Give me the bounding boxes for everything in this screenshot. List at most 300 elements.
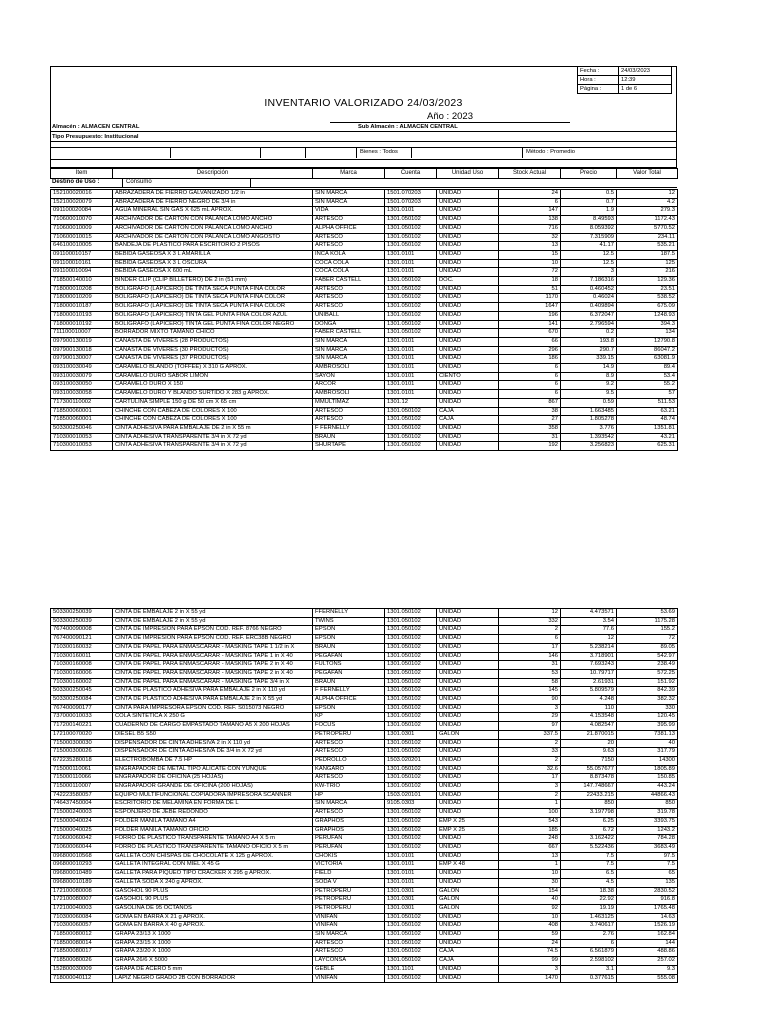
cell-valor: 4.2: [617, 198, 678, 207]
cell-precio: 22.92: [561, 896, 617, 905]
cell-cuenta: 1301.050102: [385, 843, 437, 852]
cell-valor: 55.2: [617, 381, 678, 390]
cell-precio: 110: [561, 704, 617, 713]
table-row: [51, 939, 678, 948]
cell-marca: PETROPERU: [313, 730, 385, 739]
cell-valor: 135: [617, 878, 678, 887]
cell-item: 503300250045: [51, 687, 113, 696]
cell-cuenta: 1301.050102: [385, 617, 437, 626]
cell-cuenta: 1301.050102: [385, 713, 437, 722]
cell-valor: 1175.28: [617, 617, 678, 626]
table-row: [51, 913, 678, 922]
cell-valor: 65: [617, 870, 678, 879]
cell-unidad: UNIDAD: [437, 722, 499, 731]
cell-item: 093100030049: [51, 364, 113, 373]
cell-precio: 2.61931: [561, 678, 617, 687]
cell-item: 710300160006: [51, 669, 113, 678]
cell-marca: SHURTAPE: [313, 442, 385, 451]
cell-marca: VINIFAN: [313, 974, 385, 983]
cell-stock: 248: [499, 835, 561, 844]
cell-stock: 141: [499, 320, 561, 329]
cell-valor: 2830.52: [617, 887, 678, 896]
cell-unidad: UNIDAD: [437, 939, 499, 948]
destino-value: Consumo: [126, 179, 152, 185]
cell-unidad: UNIDAD: [437, 922, 499, 931]
cell-marca: PETROPERU: [313, 904, 385, 913]
hora-value: 12:39: [619, 76, 672, 85]
cell-descripcion: CINTA ADHESIVA PARA EMBALAJE DE 2 in X 55 m: [113, 424, 313, 433]
cell-stock: 6: [499, 635, 561, 644]
cell-unidad: UNIDAD: [437, 320, 499, 329]
cell-valor: 1765.48: [617, 904, 678, 913]
cell-marca: FULTONS: [313, 661, 385, 670]
cell-precio: 3.776: [561, 424, 617, 433]
cell-item: 091100010094: [51, 268, 113, 277]
cell-descripcion: FORRO DE PLASTICO TRANSPARENTE TAMAÑO OFICIO X 5 m: [113, 843, 313, 852]
cell-precio: 193.8: [561, 337, 617, 346]
cell-cuenta: 1301.0101: [385, 870, 437, 879]
cell-marca: ARTESCO: [313, 416, 385, 425]
cell-valor: 187.5: [617, 250, 678, 259]
cell-marca: ARTESCO: [313, 739, 385, 748]
cell-valor: 555.08: [617, 974, 678, 983]
table-row: [51, 381, 678, 390]
cell-valor: 625.31: [617, 442, 678, 451]
cell-unidad: UNIDAD: [437, 713, 499, 722]
cell-item: 096800010293: [51, 861, 113, 870]
table-row: [51, 398, 678, 407]
cell-stock: 90: [499, 696, 561, 705]
cell-cuenta: 1301.050102: [385, 678, 437, 687]
cell-unidad: UNIDAD: [437, 704, 499, 713]
cell-precio: 14.9: [561, 364, 617, 373]
cell-stock: 17: [499, 643, 561, 652]
cell-item: 767400090177: [51, 704, 113, 713]
cell-stock: 33: [499, 748, 561, 757]
table-row: [51, 817, 678, 826]
cell-unidad: UNIDAD: [437, 329, 499, 338]
cell-precio: 6.561879: [561, 948, 617, 957]
cell-stock: 6: [499, 372, 561, 381]
cell-cuenta: 1301.12: [385, 398, 437, 407]
cell-cuenta: 1301.050102: [385, 939, 437, 948]
cell-unidad: UNIDAD: [437, 390, 499, 399]
cell-precio: 3.718901: [561, 652, 617, 661]
cell-item: 672235280018: [51, 756, 113, 765]
cell-unidad: UNIDAD: [437, 800, 499, 809]
cell-cuenta: 1301.050102: [385, 835, 437, 844]
cell-valor: 317.79: [617, 748, 678, 757]
cell-valor: 125: [617, 259, 678, 268]
table-row: [51, 268, 678, 277]
cell-descripcion: BOLIGRAFO (LAPICERO) DE TINTA SECA PUNTA FINA COLOR: [113, 303, 313, 312]
cell-descripcion: FOLDER MANILA TAMAÑO A4: [113, 817, 313, 826]
cell-valor: 5770.52: [617, 224, 678, 233]
cell-descripcion: GRAPA DE ACERO 5 mm: [113, 965, 313, 974]
cell-descripcion: CHINCHE CON CABEZA DE COLORES X 100: [113, 416, 313, 425]
cell-marca: SODA V: [313, 878, 385, 887]
cell-precio: 9.5: [561, 390, 617, 399]
cell-descripcion: GOMA EN BARRA X 40 g APROX.: [113, 922, 313, 931]
cell-marca: PERUFAN: [313, 835, 385, 844]
cell-item: 718000010187: [51, 303, 113, 312]
cell-stock: 6: [499, 364, 561, 373]
cell-descripcion: CARAMELO BLANDO (TOFFEE) X 310 G APROX.: [113, 364, 313, 373]
cell-unidad: UNIDAD: [437, 687, 499, 696]
cell-stock: 2: [499, 626, 561, 635]
cell-valor: 89.4: [617, 364, 678, 373]
cell-cuenta: 1301.050102: [385, 224, 437, 233]
cell-descripcion: CANASTA DE VIVERES (28 PRODUCTOS): [113, 337, 313, 346]
col-cuenta: Cuenta: [385, 169, 437, 179]
table-row: [51, 931, 678, 940]
cell-valor: 572.25: [617, 669, 678, 678]
cell-cuenta: 1301.050102: [385, 748, 437, 757]
cell-item: 172100080007: [51, 896, 113, 905]
cell-precio: 3.740617: [561, 922, 617, 931]
cell-descripcion: CINTA DE PAPEL PARA ENMASCARAR - MASKING TAPE 1 in X 40: [113, 652, 313, 661]
cell-cuenta: 1301.0101: [385, 852, 437, 861]
cell-stock: 145: [499, 687, 561, 696]
cell-unidad: UNIDAD: [437, 774, 499, 783]
cell-valor: 44866.43: [617, 791, 678, 800]
table-row: [51, 696, 678, 705]
cell-precio: 850: [561, 800, 617, 809]
cell-stock: 358: [499, 424, 561, 433]
cell-valor: 12790.8: [617, 337, 678, 346]
table-row: [51, 661, 678, 670]
cell-marca: SIN MARCA: [313, 190, 385, 199]
cell-precio: 0.59: [561, 398, 617, 407]
cell-stock: 1470: [499, 974, 561, 983]
cell-descripcion: GOMA EN BARRA X 21 g APROX.: [113, 913, 313, 922]
table-row: [51, 626, 678, 635]
cell-unidad: UNIDAD: [437, 635, 499, 644]
table-row: [51, 843, 678, 852]
cell-stock: 670: [499, 329, 561, 338]
cell-marca: ARTESCO: [313, 407, 385, 416]
cell-precio: 18.38: [561, 887, 617, 896]
cell-stock: 1: [499, 800, 561, 809]
cell-valor: 216: [617, 268, 678, 277]
cell-unidad: CAJA: [437, 957, 499, 966]
cell-descripcion: AGUA MINERAL SIN GAS X 625 mL APROX.: [113, 207, 313, 216]
cell-cuenta: 1301.050102: [385, 696, 437, 705]
cell-cuenta: 1301.0101: [385, 878, 437, 887]
cell-item: 715000110007: [51, 783, 113, 792]
cell-item: 767400090008: [51, 626, 113, 635]
cell-unidad: UNIDAD: [437, 756, 499, 765]
cell-item: 710300010053: [51, 433, 113, 442]
col-descripcion: Descripción: [113, 169, 313, 179]
cell-precio: 4.248: [561, 696, 617, 705]
cell-valor: 330: [617, 704, 678, 713]
cell-stock: 2: [499, 756, 561, 765]
cell-valor: 1526.19: [617, 922, 678, 931]
cell-cuenta: 1301.0101: [385, 337, 437, 346]
cell-cuenta: 1301.050102: [385, 687, 437, 696]
table-row: [51, 372, 678, 381]
cell-stock: 3: [499, 783, 561, 792]
cell-unidad: UNIDAD: [437, 242, 499, 251]
cell-descripcion: COLA SINTETICA X 250 G: [113, 713, 313, 722]
cell-valor: 784.28: [617, 835, 678, 844]
cell-cuenta: 1503.020101: [385, 791, 437, 800]
cell-stock: 6: [499, 381, 561, 390]
cell-item: 767400090121: [51, 635, 113, 644]
cell-marca: PEGAFAN: [313, 652, 385, 661]
col-unidad: Unidad Uso: [437, 169, 499, 179]
cell-cuenta: 1301.0101: [385, 268, 437, 277]
cell-precio: 2.796594: [561, 320, 617, 329]
cell-cuenta: 9105.0303: [385, 800, 437, 809]
cell-unidad: UNIDAD: [437, 294, 499, 303]
cell-valor: 3683.49: [617, 843, 678, 852]
cell-valor: 86047.2: [617, 346, 678, 355]
cell-item: 091100010157: [51, 250, 113, 259]
cell-precio: 0.5: [561, 190, 617, 199]
cell-precio: 3.1: [561, 965, 617, 974]
cell-stock: 543: [499, 817, 561, 826]
cell-valor: 72: [617, 635, 678, 644]
cell-unidad: UNIDAD: [437, 224, 499, 233]
cell-descripcion: CUADERNO DE CARGO EMPASTADO TAMAÑO A5 X 200 HOJAS: [113, 722, 313, 731]
cell-descripcion: CARAMELO DURO X 150: [113, 381, 313, 390]
cell-cuenta: 1301.050102: [385, 416, 437, 425]
cell-descripcion: BORRADOR MIXTO TAMAÑO CHICO: [113, 329, 313, 338]
table-row: [51, 311, 678, 320]
cell-marca: FABER CASTELL: [313, 329, 385, 338]
cell-valor: 257.02: [617, 957, 678, 966]
table-row: [51, 652, 678, 661]
cell-valor: 850: [617, 800, 678, 809]
cell-cuenta: 1301.050102: [385, 329, 437, 338]
cell-descripcion: CARAMELO DURO Y BLANDO SURTIDO X 283 g APROX.: [113, 390, 313, 399]
cell-precio: 0.7: [561, 198, 617, 207]
cell-stock: 32: [499, 233, 561, 242]
cell-cuenta: 1301.050102: [385, 739, 437, 748]
cell-cuenta: 1301.050102: [385, 424, 437, 433]
cell-cuenta: 1301.050102: [385, 320, 437, 329]
cell-cuenta: 1301.0101: [385, 861, 437, 870]
cell-item: 715000040024: [51, 817, 113, 826]
table-row: [51, 329, 678, 338]
cell-item: 097900130018: [51, 346, 113, 355]
cell-item: 097900130019: [51, 337, 113, 346]
cell-marca: TWINS: [313, 617, 385, 626]
cell-item: 718500080026: [51, 957, 113, 966]
cell-descripcion: DISPENSADOR DE CINTA ADHESIVA 2 in X 110 yd: [113, 739, 313, 748]
cell-valor: 279.3: [617, 207, 678, 216]
cell-unidad: UNIDAD: [437, 765, 499, 774]
table-row: [51, 974, 678, 983]
cell-item: 718500080017: [51, 948, 113, 957]
cell-cuenta: 1301.050102: [385, 974, 437, 983]
table-row: [51, 722, 678, 731]
cell-descripcion: ELECTROBOMBA DE 7.5 HP: [113, 756, 313, 765]
cell-cuenta: 1301.050102: [385, 783, 437, 792]
cell-unidad: EMP X 48: [437, 861, 499, 870]
cell-unidad: UNIDAD: [437, 783, 499, 792]
cell-cuenta: 1301.0101: [385, 372, 437, 381]
table-row: [51, 704, 678, 713]
cell-stock: 196: [499, 311, 561, 320]
cell-valor: 144: [617, 939, 678, 948]
cell-marca: AMBROSOLI: [313, 364, 385, 373]
cell-precio: 5.238214: [561, 643, 617, 652]
cell-stock: 30: [499, 878, 561, 887]
cell-descripcion: GRAPA 23/15 X 1000: [113, 939, 313, 948]
cell-marca: GRAPHOS: [313, 817, 385, 826]
cell-item: 503300250039: [51, 617, 113, 626]
cell-stock: 716: [499, 224, 561, 233]
cell-stock: 185: [499, 826, 561, 835]
cell-stock: 667: [499, 843, 561, 852]
cell-valor: 7.5: [617, 861, 678, 870]
table-row: [51, 965, 678, 974]
table-row: [51, 233, 678, 242]
cell-unidad: UNIDAD: [437, 346, 499, 355]
cell-stock: 31: [499, 661, 561, 670]
cell-item: 152100020016: [51, 190, 113, 199]
cell-item: 737000010033: [51, 713, 113, 722]
hora-label: Hora :: [578, 76, 619, 85]
cell-descripcion: BINDER CLIP (CLIP BILLETERO) DE 2 in (51 mm): [113, 277, 313, 286]
cell-precio: 6.72: [561, 826, 617, 835]
cell-marca: GRAPHOS: [313, 826, 385, 835]
cell-unidad: UNIDAD: [437, 739, 499, 748]
cell-item: 172100070020: [51, 730, 113, 739]
cell-item: 710300160011: [51, 652, 113, 661]
cell-item: 096800010489: [51, 870, 113, 879]
cell-descripcion: CANASTA DE VIVERES (30 PRODUCTOS): [113, 346, 313, 355]
cell-descripcion: CANASTA DE VIVERES (37 PRODUCTOS): [113, 355, 313, 364]
cell-stock: 72: [499, 268, 561, 277]
cell-cuenta: 1301.050102: [385, 609, 437, 618]
cell-unidad: UNIDAD: [437, 609, 499, 618]
cell-cuenta: 1301.050102: [385, 233, 437, 242]
cell-cuenta: 1501.070203: [385, 190, 437, 199]
cell-descripcion: BANDEJA DE PLASTICO PARA ESCRITORIO 2 PISOS: [113, 242, 313, 251]
cell-valor: 162.84: [617, 931, 678, 940]
cell-descripcion: ARCHIVADOR DE CARTON CON PALANCA LOMO ANCHO: [113, 224, 313, 233]
cell-precio: 21.870015: [561, 730, 617, 739]
cell-stock: 32.6: [499, 765, 561, 774]
cell-precio: 0.2: [561, 329, 617, 338]
cell-item: 717200140221: [51, 722, 113, 731]
cell-valor: 542.97: [617, 652, 678, 661]
cell-valor: 1243.2: [617, 826, 678, 835]
cell-marca: FOCUS: [313, 722, 385, 731]
cell-cuenta: 1301.050102: [385, 922, 437, 931]
cell-descripcion: FORRO DE PLASTICO TRANSPARENTE TAMAÑO A4 X 5 m: [113, 835, 313, 844]
cell-unidad: CAJA: [437, 948, 499, 957]
cell-item: 718500140010: [51, 277, 113, 286]
cell-item: 718000010193: [51, 311, 113, 320]
cell-stock: 97: [499, 722, 561, 731]
cell-marca: F FERNELLY: [313, 424, 385, 433]
table-row: [51, 609, 678, 618]
cell-descripcion: GRAPA 26/6 X 5000: [113, 957, 313, 966]
cell-valor: 89.05: [617, 643, 678, 652]
cell-marca: HP: [313, 791, 385, 800]
table-row: [51, 791, 678, 800]
cell-stock: 12: [499, 609, 561, 618]
cell-stock: 408: [499, 922, 561, 931]
cell-item: 096800010568: [51, 852, 113, 861]
cell-cuenta: 1301.050102: [385, 817, 437, 826]
table-row: [51, 617, 678, 626]
cell-stock: 29: [499, 713, 561, 722]
cell-cuenta: 1301.0301: [385, 896, 437, 905]
cell-precio: 6: [561, 939, 617, 948]
bienes: Bienes : Todos: [360, 149, 398, 155]
cell-valor: 3393.75: [617, 817, 678, 826]
cell-valor: 97.5: [617, 852, 678, 861]
cell-stock: 58: [499, 678, 561, 687]
cell-cuenta: 1301.050102: [385, 704, 437, 713]
cell-item: 710600010009: [51, 224, 113, 233]
cell-marca: ARTESCO: [313, 774, 385, 783]
cell-descripcion: BOLIGRAFO (LAPICERO) TINTA GEL PUNTA FINA COLOR NEGRO: [113, 320, 313, 329]
cell-item: 710300060084: [51, 913, 113, 922]
cell-item: 746437450004: [51, 800, 113, 809]
cell-unidad: EMP X 25: [437, 826, 499, 835]
cell-valor: 535.21: [617, 242, 678, 251]
cell-cuenta: 1301.0101: [385, 207, 437, 216]
cell-stock: 192: [499, 442, 561, 451]
cell-marca: SAYON: [313, 372, 385, 381]
cell-precio: 6.25: [561, 817, 617, 826]
cell-precio: 7.5: [561, 861, 617, 870]
cell-marca: PEGAFAN: [313, 669, 385, 678]
cell-precio: 4.5: [561, 878, 617, 887]
cell-cuenta: 1301.0101: [385, 250, 437, 259]
cell-item: 715000240003: [51, 809, 113, 818]
cell-precio: 55.057677: [561, 765, 617, 774]
cell-descripcion: DISPENSADOR DE CINTA ADHESIVA DE 3/4 in X 72 yd: [113, 748, 313, 757]
table-row: [51, 207, 678, 216]
cell-unidad: UNIDAD: [437, 974, 499, 983]
cell-descripcion: GRAPA 23/13 X 1000: [113, 931, 313, 940]
cell-marca: ARCOR: [313, 381, 385, 390]
table-row: [51, 424, 678, 433]
cell-stock: 53: [499, 669, 561, 678]
cell-unidad: UNIDAD: [437, 207, 499, 216]
tipo-presupuesto: Tipo Presupuesto: Institucional: [52, 134, 139, 140]
cell-unidad: UNIDAD: [437, 696, 499, 705]
cell-descripcion: BEBIDA GASEOSA X 3 L AMARILLA: [113, 250, 313, 259]
cell-valor: 63081.9: [617, 355, 678, 364]
table-row: [51, 835, 678, 844]
cell-unidad: GALON: [437, 730, 499, 739]
cell-precio: 7.693243: [561, 661, 617, 670]
cell-marca: BRAUN: [313, 678, 385, 687]
cell-cuenta: 1301.0301: [385, 887, 437, 896]
cell-precio: 1.393542: [561, 433, 617, 442]
cell-precio: 8.9: [561, 372, 617, 381]
cell-item: 172100080008: [51, 887, 113, 896]
cell-unidad: UNIDAD: [437, 965, 499, 974]
cell-unidad: UNIDAD: [437, 433, 499, 442]
cell-cuenta: 1301.050102: [385, 652, 437, 661]
cell-valor: 12: [617, 190, 678, 199]
cell-stock: 1647: [499, 303, 561, 312]
table-row: [51, 407, 678, 416]
table-row: [51, 346, 678, 355]
cell-item: 718500060001: [51, 416, 113, 425]
cell-marca: KP: [313, 713, 385, 722]
